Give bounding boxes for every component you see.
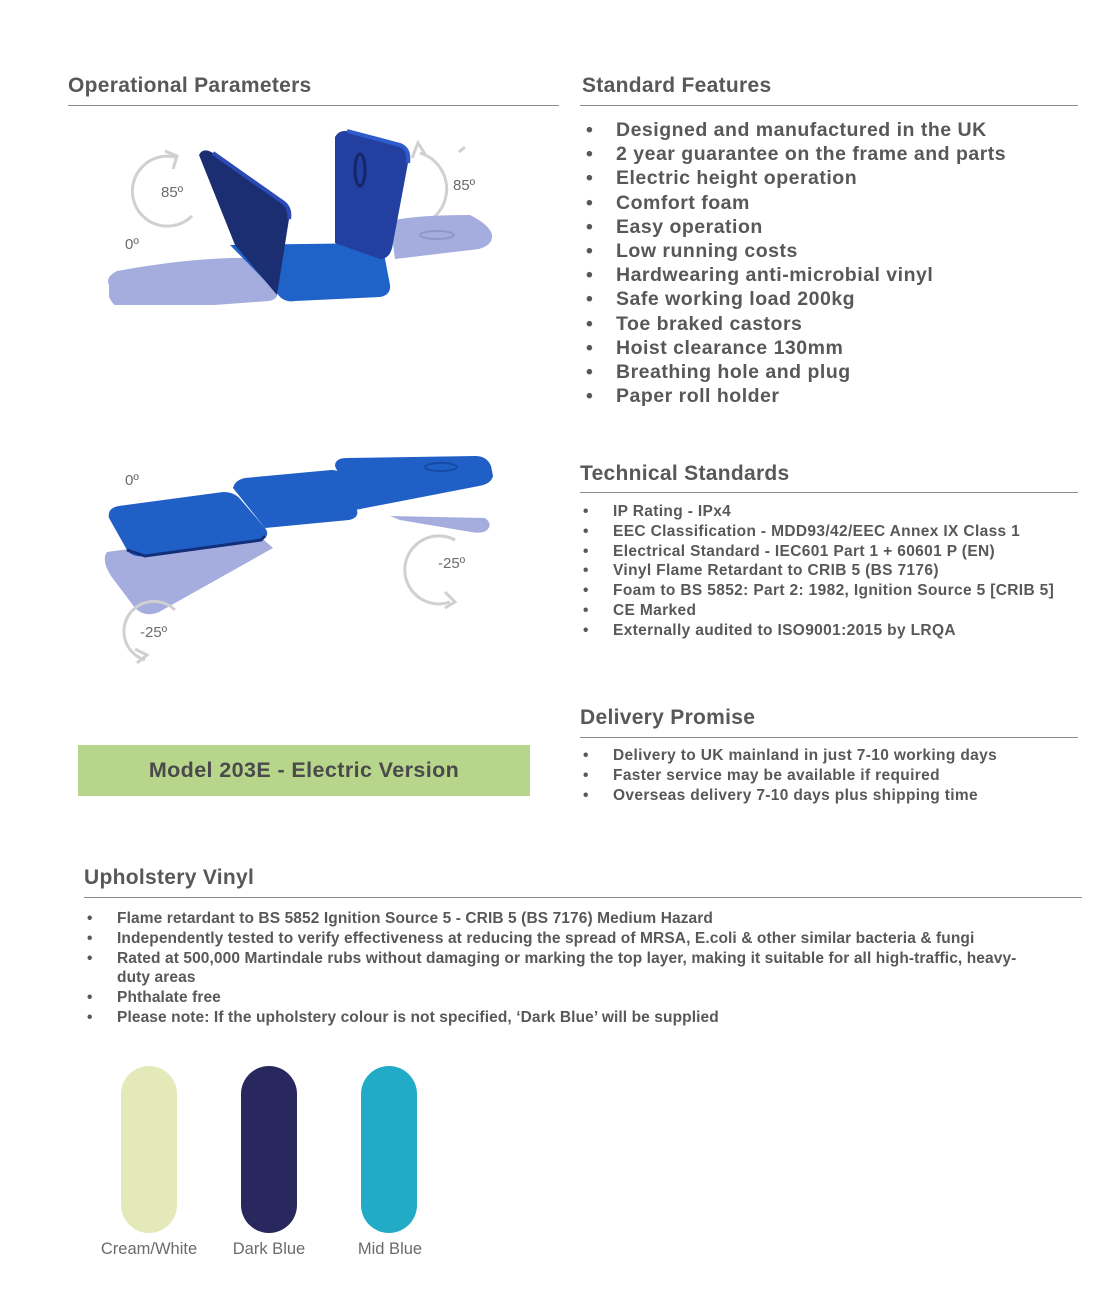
list-item: • EEC Classification - MDD93/42/EEC Annex IX Class 1 [583,522,1021,540]
angle-label: 85º [453,177,476,194]
list-item: • Easy operation [586,215,763,238]
bullet-icon: • [583,786,589,804]
list-item: • Low running costs [586,240,798,263]
list-item: • Breathing hole and plug [586,361,851,384]
bullet-icon: • [586,336,594,359]
bullet-icon: • [583,601,589,619]
section-divider [84,897,1082,898]
angle-label: -25º [438,555,466,572]
model-badge-label: Model 203E - Electric Version [148,758,460,782]
section-title-technical-standards: Technical Standards [580,462,790,485]
bullet-icon: • [583,522,589,540]
bullet-icon: • [87,910,93,927]
list-item: • Safe working load 200kg [586,288,856,311]
list-item: • Independently tested to verify effectiveness at reducing the spread of MRSA, E.coli & other similar bacteria & fungi [87,929,975,947]
upholstery-vinyl-list [84,909,1044,1028]
section-divider [580,737,1078,738]
bullet-icon: • [586,264,594,287]
angle-label: 85º [161,184,184,201]
list-item: • Flame retardant to BS 5852 Ignition Source 5 - CRIB 5 (BS 7176) Medium Hazard [87,910,713,927]
bullet-icon: • [87,989,93,1007]
list-item: • 2 year guarantee on the frame and parts [586,143,1007,166]
bullet-icon: • [586,191,594,214]
bullet-icon: • [586,385,594,408]
bullet-icon: • [586,143,594,166]
list-item: • Overseas delivery 7-10 days plus shipping time [583,786,979,804]
swatch-dark-blue [241,1066,297,1233]
swatch-cream-white [121,1066,177,1233]
list-item: • Comfort foam [586,191,750,214]
swatch-label: Mid Blue [357,1240,423,1258]
bullet-icon: • [87,1008,93,1026]
angle-label: -25º [140,624,168,641]
delivery-promise-list [580,746,1090,805]
list-item: • Delivery to UK mainland in just 7-10 working days [583,747,998,764]
list-item: • Rated at 500,000 Martindale rubs without damaging or marking the top layer, making it suitable for all high-traffic, heavy-duty areas [87,949,1017,987]
list-item: • Faster service may be available if required [583,766,940,784]
section-title-delivery-promise: Delivery Promise [580,706,756,729]
section-title-operational-parameters: Operational Parameters [68,74,312,97]
section-divider [580,105,1078,106]
model-badge [78,745,530,796]
list-item: • Foam to BS 5852: Part 2: 1982, Ignition Source 5 [CRIB 5] [583,582,1055,600]
bullet-icon: • [583,542,589,560]
list-item: • Externally audited to ISO9001:2015 by LRQA [583,621,956,639]
bullet-icon: • [583,582,589,600]
standard-features-list [582,118,1082,408]
bullet-icon: • [586,288,594,311]
angle-label: 0º [125,236,139,253]
bullet-icon: • [583,621,589,639]
list-item: • CE Marked [583,601,697,619]
list-item: • Hoist clearance 130mm [586,336,844,359]
swatch-label: Dark Blue [232,1240,306,1258]
section-divider [68,105,559,106]
list-item: • IP Rating - IPx4 [583,503,732,520]
list-item: • Paper roll holder [586,385,780,408]
technical-standards-list [580,502,1090,641]
couch-lowered-diagram [95,440,505,670]
section-title-upholstery-vinyl: Upholstery Vinyl [84,866,255,889]
list-item: • Designed and manufactured in the UK [586,119,987,141]
bullet-icon: • [583,766,589,784]
list-item: • Electrical Standard - IEC601 Part 1 + 60601 P (EN) [583,542,996,560]
list-item: • Please note: If the upholstery colour is not specified, ‘Dark Blue’ will be supplied [87,1008,719,1026]
bullet-icon: • [583,747,589,764]
list-item: • Toe braked castors [586,312,803,335]
section-title-standard-features: Standard Features [582,74,772,97]
list-item: • Vinyl Flame Retardant to CRIB 5 (BS 7176) [583,562,939,580]
bullet-icon: • [586,167,594,190]
bullet-icon: • [583,562,589,580]
list-item: • Phthalate free [87,989,221,1007]
bullet-icon: • [87,949,93,967]
bullet-icon: • [586,215,594,238]
list-item: • Hardwearing anti-microbial vinyl [586,264,934,287]
bullet-icon: • [87,929,93,947]
bullet-icon: • [583,503,589,520]
bullet-icon: • [586,361,594,384]
couch-raised-diagram [95,125,505,305]
bullet-icon: • [586,119,594,141]
bullet-icon: • [586,240,594,263]
bullet-icon: • [586,312,594,335]
swatch-label: Cream/White [100,1240,198,1258]
angle-label: 0º [125,472,139,489]
swatch-mid-blue [361,1066,417,1233]
list-item: • Electric height operation [586,167,858,190]
section-divider [580,492,1078,493]
